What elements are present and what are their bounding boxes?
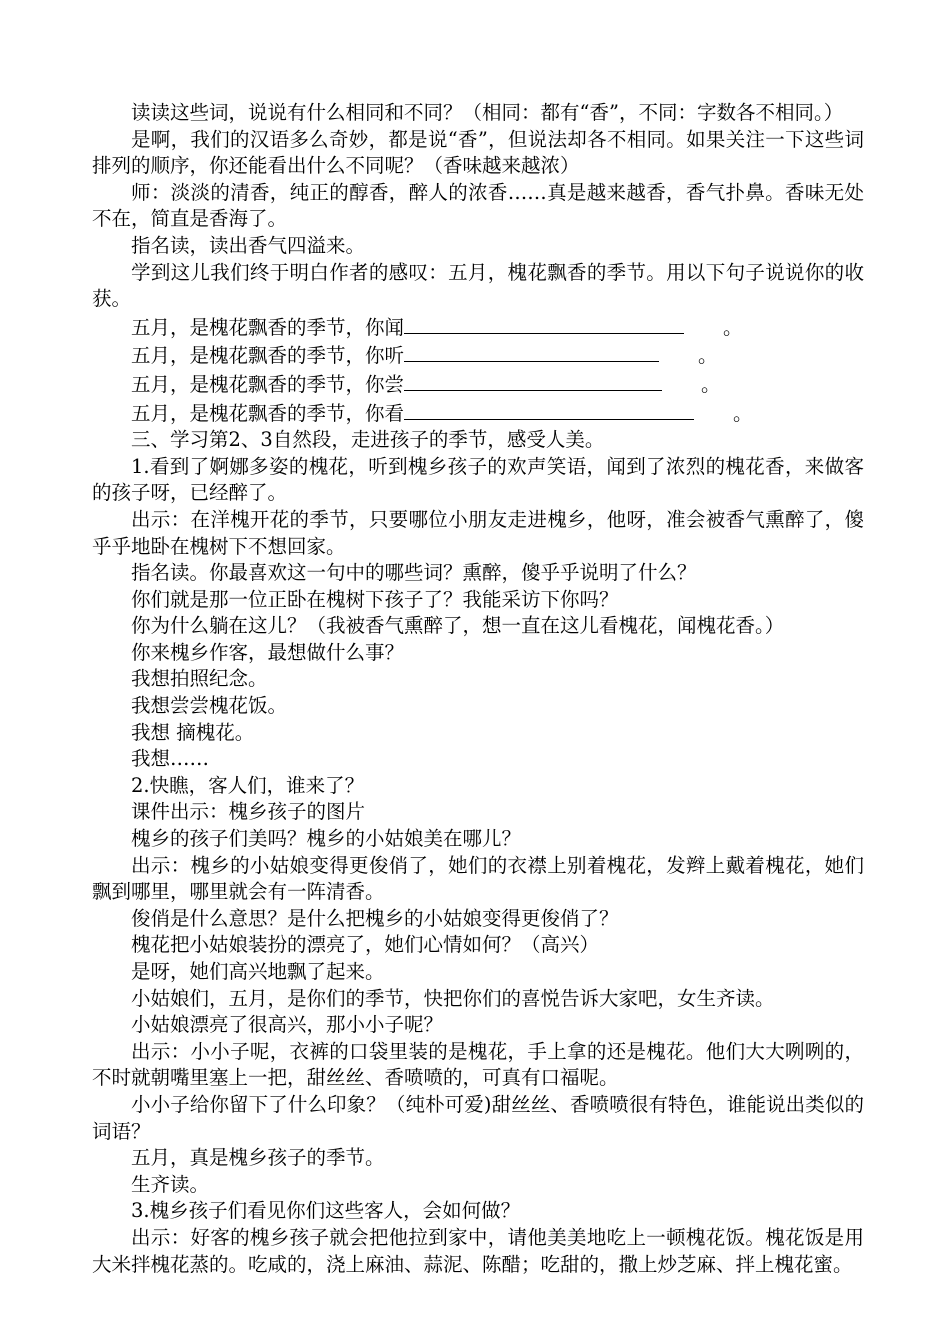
paragraph: 俊俏是什么意思？是什么把槐乡的小姑娘变得更俊俏了？ [131, 906, 619, 930]
paragraph: 我想拍照纪念。 [131, 667, 268, 691]
paragraph: 生齐读。 [131, 1172, 210, 1196]
paragraph: 你们就是那一位正卧在槐树下孩子了？我能采访下你吗？ [131, 587, 619, 611]
fill-in-prompt: 五月，是槐花飘香的季节，你尝 [131, 372, 405, 396]
fill-in-end: 。 [698, 344, 718, 368]
paragraph: 你来槐乡作客，最想做什么事？ [131, 640, 405, 664]
paragraph: 读读这些词，说说有什么相同和不同？（相同：都有“香”，不同：字数各不相同。） [131, 101, 844, 124]
paragraph: 是呀，她们高兴地飘了起来。 [131, 960, 385, 983]
paragraph: 槐乡的孩子们美吗？槐乡的小姑娘美在哪儿？ [131, 827, 522, 851]
fill-in-end: 。 [723, 315, 743, 339]
paragraph: 我想…… [131, 747, 210, 771]
fill-in-end: 。 [701, 372, 721, 396]
fill-in-blank [404, 313, 684, 334]
paragraph: 课件出示：槐乡孩子的图片 [131, 800, 366, 824]
paragraph: 是啊，我们的汉语多么奇妙，都是说“香”，但说法却各不相同。如果关注一下这些词排列的顺序，你还能看出什么不同呢？（香味越来越浓） [92, 127, 864, 178]
paragraph: 你为什么躺在这儿？（我被香气熏醉了，想一直在这儿看槐花，闻槐花香。） [131, 614, 785, 638]
paragraph: 3.槐乡孩子们看见你们这些客人，会如何做？ [131, 1199, 521, 1223]
paragraph: 小小子给你留下了什么印象？（纯朴可爱)甜丝丝、香喷喷很有特色，谁能说出类似的词语？ [92, 1092, 864, 1143]
paragraph: 2.快瞧，客人们，谁来了？ [131, 773, 365, 797]
fill-in-end: 。 [733, 401, 753, 425]
paragraph: 出示：在洋槐开花的季节，只要哪位小朋友走进槐乡，他呀，准会被香气熏醉了，傻乎乎地卧在槐树下不想回家。 [92, 507, 864, 558]
paragraph: 我想尝尝槐花饭。 [131, 694, 288, 718]
paragraph: 指名读，读出香气四溢来。 [131, 233, 366, 257]
fill-in-prompt: 五月，是槐花飘香的季节，你闻 [131, 315, 405, 339]
fill-in-blank [404, 370, 662, 391]
fill-in-line [92, 370, 864, 399]
paragraph: 槐花把小姑娘装扮的漂亮了，她们心情如何？（高兴） [131, 933, 600, 957]
fill-in-blank [404, 399, 694, 420]
paragraph: 1.看到了婀娜多姿的槐花，听到槐乡孩子的欢声笑语，闻到了浓烈的槐花香，来做客的孩子呀，已经醉了。 [92, 454, 864, 505]
fill-in-prompt: 五月，是槐花飘香的季节，你听 [131, 344, 405, 368]
paragraph: 出示：好客的槐乡孩子就会把他拉到家中，请他美美地吃上一顿槐花饭。槐花饭是用大米拌槐花蒸的。吃咸的，浇上麻油、蒜泥、陈醋；吃甜的，撒上炒芝麻、拌上槐花蜜。 [92, 1225, 864, 1276]
fill-in-line [92, 341, 864, 370]
section-heading: 三、学习第2、3自然段，走进孩子的季节，感受人美。 [131, 428, 605, 452]
paragraph: 小姑娘们，五月，是你们的季节，快把你们的喜悦告诉大家吧，女生齐读。 [131, 986, 775, 1010]
paragraph: 出示：槐乡的小姑娘变得更俊俏了，她们的衣襟上别着槐花，发辫上戴着槐花，她们飘到哪里，哪里就会有一阵清香。 [92, 853, 864, 904]
paragraph: 学到这儿我们终于明白作者的感叹：五月，槐花飘香的季节。用以下句子说说你的收获。 [92, 260, 864, 311]
fill-in-line [92, 399, 864, 428]
fill-in-line [92, 313, 864, 342]
paragraph: 指名读。你最喜欢这一句中的哪些词？熏醉，傻乎乎说明了什么？ [131, 561, 697, 585]
paragraph: 五月，真是槐乡孩子的季节。 [131, 1146, 385, 1170]
paragraph: 出示：小小子呢，衣裤的口袋里装的是槐花，手上拿的还是槐花。他们大大咧咧的，不时就朝嘴里塞上一把，甜丝丝、香喷喷的，可真有口福呢。 [92, 1039, 864, 1090]
paragraph: 我想 摘槐花。 [131, 720, 255, 744]
paragraph: 师：淡淡的清香，纯正的醇香，醉人的浓香……真是越来越香，香气扑鼻。香味无处不在，简直是香海了。 [92, 180, 864, 231]
document-page [92, 100, 864, 1278]
paragraph: 小姑娘漂亮了很高兴，那小小子呢？ [131, 1013, 444, 1037]
fill-in-prompt: 五月，是槐花飘香的季节，你看 [131, 401, 405, 425]
fill-in-blank [404, 341, 659, 362]
